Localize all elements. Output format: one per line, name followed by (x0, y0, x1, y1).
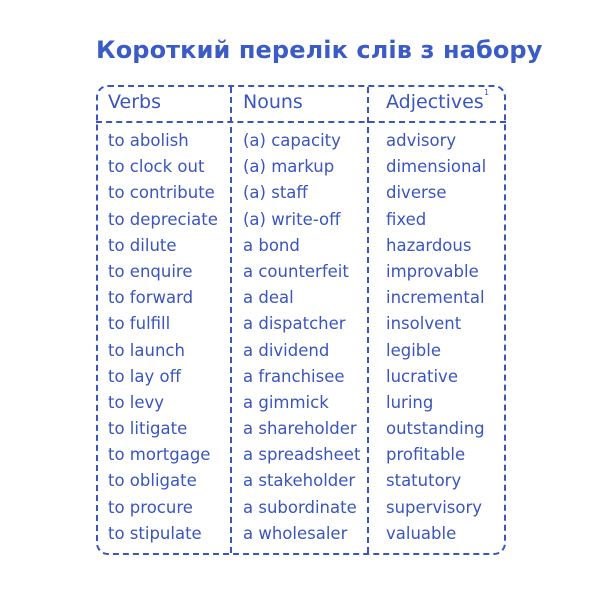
list-item: lucrative (386, 366, 458, 386)
list-item: a franchisee (243, 366, 345, 386)
list-item: to lay off (108, 366, 181, 386)
verbs-list (108, 128, 218, 547)
list-item: diverse (386, 183, 447, 203)
list-item: dimensional (386, 157, 487, 177)
list-item: a subordinate (243, 497, 357, 517)
list-item: valuable (386, 523, 457, 543)
list-item: to levy (108, 392, 165, 412)
list-item: to stipulate (108, 523, 202, 543)
list-item: a dispatcher (243, 314, 346, 334)
list-item: a deal (243, 288, 294, 308)
list-item: profitable (386, 445, 466, 465)
list-item: supervisory (386, 497, 483, 517)
list-item: a bond (243, 235, 300, 255)
list-item: to dilute (108, 235, 177, 255)
list-item: to contribute (108, 183, 215, 203)
page-number: 1 (484, 88, 490, 97)
list-item: a shareholder (243, 419, 357, 439)
header-divider (96, 121, 506, 123)
list-item: a stakeholder (243, 471, 356, 491)
column-header-adjectives: Adjectives (386, 91, 484, 113)
list-item: statutory (386, 471, 462, 491)
column-divider-1 (230, 87, 232, 553)
list-item: (a) markup (243, 157, 335, 177)
list-item: a spreadsheet (243, 445, 361, 465)
list-item: legible (386, 340, 442, 360)
list-item: a gimmick (243, 392, 329, 412)
list-item: a wholesaler (243, 523, 348, 543)
list-item: fixed (386, 209, 427, 229)
list-item: luring (386, 392, 434, 412)
list-item: to depreciate (108, 209, 218, 229)
page-title: Короткий перелік слів з набору (96, 36, 543, 64)
list-item: (a) capacity (243, 131, 341, 150)
list-item: insolvent (386, 314, 462, 334)
list-item: to abolish (108, 131, 189, 150)
list-item: to clock out (108, 157, 205, 177)
list-item: to mortgage (108, 445, 211, 465)
list-item: to launch (108, 340, 185, 360)
list-item: (a) write-off (243, 209, 341, 229)
adjectives-list (386, 128, 486, 547)
list-item: advisory (386, 131, 457, 150)
list-item: (a) staff (243, 183, 308, 203)
list-item: to forward (108, 288, 194, 308)
list-item: outstanding (386, 419, 485, 439)
list-item: to litigate (108, 419, 188, 439)
list-item: a counterfeit (243, 261, 349, 281)
list-item: to enquire (108, 261, 193, 281)
column-header-verbs: Verbs (108, 91, 161, 113)
column-divider-2 (367, 87, 369, 553)
list-item: to obligate (108, 471, 197, 491)
list-item: hazardous (386, 235, 472, 255)
list-item: to fulfill (108, 314, 171, 334)
list-item: incremental (386, 288, 485, 308)
list-item: improvable (386, 261, 479, 281)
list-item: to procure (108, 497, 193, 517)
list-item: a dividend (243, 340, 330, 360)
column-header-nouns: Nouns (243, 91, 303, 113)
nouns-list (243, 128, 360, 547)
